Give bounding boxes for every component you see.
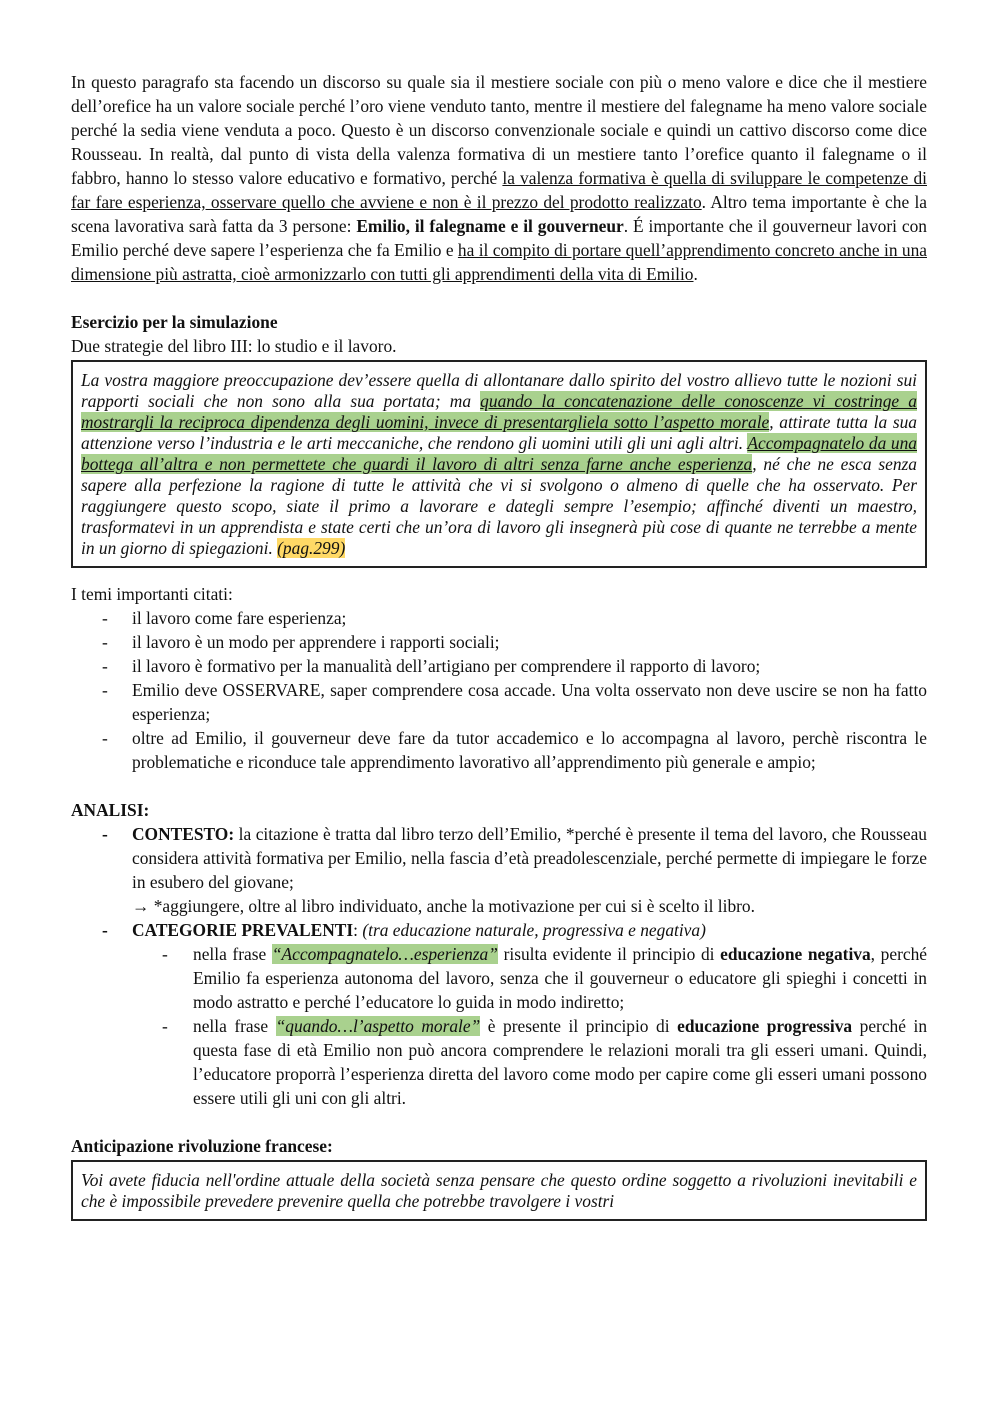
sub-text: risulta evidente il principio di [497, 944, 721, 964]
paragraph-text: . [693, 264, 698, 284]
contesto-label: CONTESTO: [132, 824, 235, 844]
contesto-text: la citazione è tratta dal libro terzo dell’Emilio, *perché è presente il tema del lavoro, che Rousseau considera attività formativa per Emilio, nella fascia d’età preadolescenziale, perché permette di impiegare le forze in esubero del giovane; [132, 824, 927, 892]
underlined-text: la valenza formativa è quella di sviluppare le competenze di far fare esperienza, osservare quello che avviene e non è il prezzo del prodotto realizzato [71, 168, 927, 212]
sub-text: nella frase [193, 1016, 276, 1036]
bullet-dash: - [102, 632, 108, 652]
temi-intro: I temi importanti citati: [71, 584, 233, 604]
list-item [71, 654, 927, 678]
list-item [71, 630, 927, 654]
sublist-item [132, 942, 927, 1014]
document-page [71, 70, 927, 1221]
quote-text: La vostra maggiore preoccupazione dev’essere quella di allontanare dallo spirito del vostro allievo tutte le nozioni sui rapporti sociali che non sono alla sua portata; ma [81, 370, 917, 411]
sub-text: nella frase [193, 944, 272, 964]
bullet-dash: - [102, 728, 108, 748]
list-item-categorie [71, 918, 927, 1110]
list-item-text: il lavoro come fare esperienza; [132, 608, 347, 628]
paragraph-text: . Altro tema importante è che la scena lavorativa sarà fatta da 3 persone: [71, 192, 927, 236]
quote-box-anticipazione [71, 1160, 927, 1221]
underlined-text: ha il compito di portare quell’apprendimento concreto anche in una dimensione più astratta, cioè armonizzarlo con tutti gli apprendimenti della vita di Emilio [71, 240, 927, 284]
quote-text: , attirate tutta la sua attenzione verso l’industria e le arti meccaniche, che rendono gli uomini utili gli uni agli altri. [81, 412, 917, 453]
highlighted-quote: “Accompagnatelo…esperienza” [271, 944, 498, 964]
quote-text: , né che ne esca senza sapere alla perfezione la ragione di tutte le attività che vi si svolgono o almeno di quelle che ha osservato. Per raggiungere questo scopo, siate il primo a lavorare e dategli sempre l’esempio; affinché diventi un maestro, trasformatevi in un apprendista e state certi che un’ora di lavoro gli insegnerà più cose di quante ne terrebbe a mente in un giorno di spiegazioni. [81, 454, 917, 558]
sub-text: , perché Emilio fa esperienza autonoma del lavoro, senza che il gouverneur o educatore gli spieghi i concetti in modo astratto e perché l’educatore lo guida in modo indiretto; [193, 944, 927, 1012]
bullet-dash: - [102, 680, 108, 700]
bullet-dash: - [162, 944, 168, 964]
highlighted-quote: “quando…l’aspetto morale” [275, 1016, 481, 1036]
sub-text: è presente il principio di [480, 1016, 678, 1036]
section-heading-anticipazione: Anticipazione rivoluzione francese: [71, 1136, 333, 1156]
colon: : [353, 920, 363, 940]
list-item [71, 606, 927, 630]
bullet-dash: - [102, 824, 108, 844]
section-heading-esercizio: Esercizio per la simulazione [71, 312, 278, 332]
list-item-text: il lavoro è un modo per apprendere i rapporti sociali; [132, 632, 500, 652]
list-item [71, 678, 927, 726]
categorie-sublist [132, 942, 927, 1110]
intro-paragraph [71, 70, 927, 286]
list-item-contesto [71, 822, 927, 918]
bold-text: Emilio, il falegname e il gouverneur [356, 216, 624, 236]
paragraph-text: In questo paragrafo sta facendo un discorso su quale sia il mestiere sociale con più o meno valore e dice che il mestiere dell’orefice ha un valore sociale perché l’oro viene venduto tanto, mentre il mestiere del falegname ha meno valore sociale perché la sedia viene venduta a poco. Questo è un discorso convenzionale sociale e quindi un cattivo discorso come dice Rousseau. In realtà, dal punto di vista della valenza formativa di un mestiere tanto l’orefice quanto il falegname o il fabbro, hanno lo stesso valore educativo e formativo, perché [71, 72, 927, 188]
page-reference: (pag.299) [277, 538, 346, 558]
list-item [71, 726, 927, 774]
list-item-text: Emilio deve OSSERVARE, saper comprendere cosa accade. Una volta osservato non deve uscire se non ha fatto esperienza; [132, 680, 927, 724]
quote-text: Voi avete fiducia nell'ordine attuale della società senza pensare che questo ordine soggetto a rivoluzioni inevitabili e che è impossibile prevedere prevenire quella che potrebbe travolgere i vostri [81, 1170, 917, 1211]
highlighted-quote: quando la concatenazione delle conoscenze vi costringe a mostrargli la reciproca dipendenza degli uomini, invece di presentargliela sotto l’aspetto morale [81, 391, 917, 432]
highlighted-quote: Accompagnatelo da una bottega all’altra e non permettete che guardi il lavoro di altri senza farne anche esperienza [81, 433, 917, 474]
categorie-label: CATEGORIE PREVALENTI [132, 920, 354, 940]
analisi-list [71, 822, 927, 1110]
quote-box [71, 360, 927, 568]
list-item-text: il lavoro è formativo per la manualità dell’artigiano per comprendere il rapporto di lavoro; [132, 656, 761, 676]
categorie-text: (tra educazione naturale, progressiva e negativa) [362, 920, 706, 940]
bold-term: educazione progressiva [677, 1016, 853, 1036]
bullet-dash: - [102, 608, 108, 628]
bold-term: educazione negativa [720, 944, 871, 964]
bullet-dash: - [102, 656, 108, 676]
contesto-note: → *aggiungere, oltre al libro individuato, anche la motivazione per cui si è scelto il libro. [132, 896, 755, 916]
section-heading-analisi: ANALISI: [71, 800, 150, 820]
bullet-dash: - [102, 920, 108, 940]
sublist-item [132, 1014, 927, 1110]
paragraph-text: . É importante che il gouverneur lavori con Emilio perché deve sapere l’esperienza che fa Emilio e [71, 216, 927, 260]
temi-list [71, 606, 927, 774]
bullet-dash: - [162, 1016, 168, 1036]
section-subheading: Due strategie del libro III: lo studio e il lavoro. [71, 336, 397, 356]
sub-text: perché in questa fase di età Emilio non può ancora comprendere le relazioni morali tra gli esseri umani. Quindi, l’educatore proporrà l’esperienza diretta del lavoro come modo per capire come gli esseri umani possono essere utili gli uni con gli altri. [193, 1016, 928, 1108]
list-item-text: oltre ad Emilio, il gouverneur deve fare da tutor accademico e lo accompagna al lavoro, perchè riscontra le problematiche e riconduce tale apprendimento lavorativo all’apprendimento più generale e ampio; [132, 728, 927, 772]
